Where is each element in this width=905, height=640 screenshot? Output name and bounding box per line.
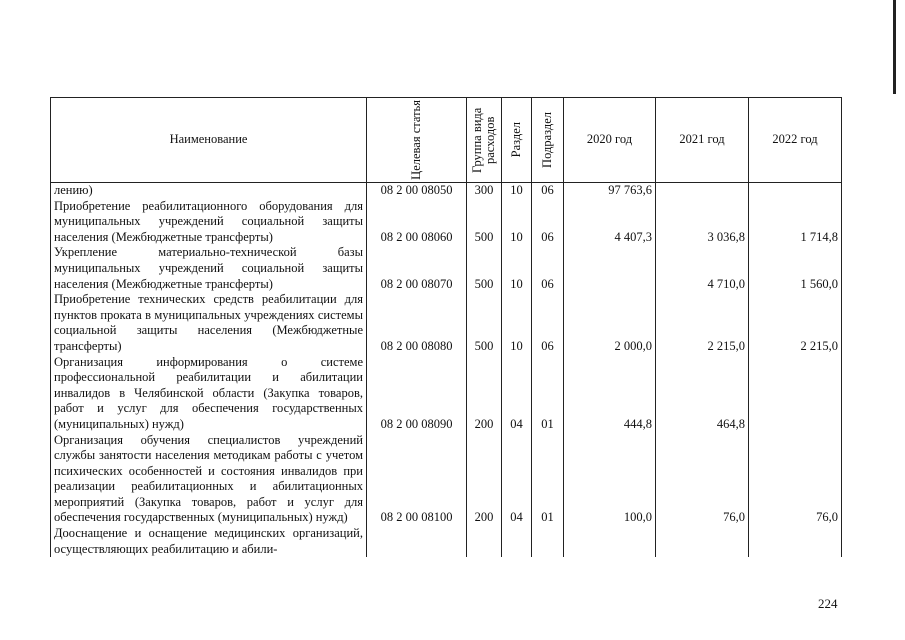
header-name: Наименование xyxy=(51,98,367,183)
table-row xyxy=(51,292,842,354)
row-subsection: 06 xyxy=(532,183,564,199)
row-section: 10 xyxy=(502,183,532,199)
row-group: 300 xyxy=(467,183,502,199)
header-2021: 2021 год xyxy=(656,98,749,183)
row-subsection xyxy=(532,526,564,557)
row-target: 08 2 00 08070 xyxy=(367,245,467,292)
row-target: 08 2 00 08090 xyxy=(367,355,467,433)
header-2022: 2022 год xyxy=(749,98,842,183)
row-2020: 97 763,6 xyxy=(564,183,656,199)
table-row xyxy=(51,433,842,527)
row-2022 xyxy=(749,526,842,557)
row-2022 xyxy=(749,183,842,199)
table-header-row xyxy=(51,98,842,183)
row-2020: 2 000,0 xyxy=(564,292,656,354)
scan-edge-mark xyxy=(893,0,896,94)
row-name: Укрепление материально-технической базы муниципальных учреждений социальной защиты населения (Межбюджетные трансферты) xyxy=(51,245,367,292)
row-2022: 2 215,0 xyxy=(749,292,842,354)
row-subsection: 01 xyxy=(532,433,564,527)
header-expense-group: Группа вида расходов xyxy=(467,98,502,183)
budget-table xyxy=(50,97,842,557)
row-2021 xyxy=(656,526,749,557)
row-name: Приобретение технических средств реабилитации для пунктов проката в муниципальных учреждениях системы социальной защиты населения (Межбюджетные трансферты) xyxy=(51,292,367,354)
row-section: 10 xyxy=(502,199,532,246)
row-section: 04 xyxy=(502,355,532,433)
header-subsection: Подраздел xyxy=(532,98,564,183)
table-row xyxy=(51,526,842,557)
row-2020: 444,8 xyxy=(564,355,656,433)
row-name: Дооснащение и оснащение медицинских организаций, осуществляющих реабилитацию и абили- xyxy=(51,526,367,557)
row-target: 08 2 00 08100 xyxy=(367,433,467,527)
row-name: лению) xyxy=(51,183,367,199)
row-2022: 76,0 xyxy=(749,433,842,527)
row-target xyxy=(367,526,467,557)
row-2021: 4 710,0 xyxy=(656,245,749,292)
row-target: 08 2 00 08060 xyxy=(367,199,467,246)
row-name: Организация обучения специалистов учреждений службы занятости населения методикам работы с учетом психических особенностей и состояния инвалидов при реализации реабилитационных и абилитационных мероприятий (Закупка товаров, работ и услуг для обеспечения государственных (муниципальных) нужд) xyxy=(51,433,367,527)
page-number: 224 xyxy=(818,596,838,611)
row-group: 500 xyxy=(467,292,502,354)
row-2021: 3 036,8 xyxy=(656,199,749,246)
row-section: 04 xyxy=(502,433,532,527)
row-2020 xyxy=(564,245,656,292)
row-2020 xyxy=(564,526,656,557)
row-subsection: 06 xyxy=(532,292,564,354)
row-section: 10 xyxy=(502,245,532,292)
header-section: Раздел xyxy=(502,98,532,183)
row-group: 200 xyxy=(467,355,502,433)
row-group xyxy=(467,526,502,557)
row-subsection: 06 xyxy=(532,245,564,292)
row-2020: 100,0 xyxy=(564,433,656,527)
table-row xyxy=(51,355,842,433)
row-name: Приобретение реабилитационного оборудования для муниципальных учреждений социальной защиты населения (Межбюджетные трансферты) xyxy=(51,199,367,246)
header-2020: 2020 год xyxy=(564,98,656,183)
row-2022: 1 560,0 xyxy=(749,245,842,292)
row-subsection: 06 xyxy=(532,199,564,246)
row-2022 xyxy=(749,355,842,433)
row-2021: 2 215,0 xyxy=(656,292,749,354)
row-name: Организация информирования о системе профессиональной реабилитации и абилитации инвалидов в Челябинской области (Закупка товаров, работ и услуг для обеспечения государственных (муниципальных) нужд) xyxy=(51,355,367,433)
row-2022: 1 714,8 xyxy=(749,199,842,246)
row-2021: 464,8 xyxy=(656,355,749,433)
header-target-article: Целевая статья xyxy=(367,98,467,183)
row-target: 08 2 00 08050 xyxy=(367,183,467,199)
row-group: 500 xyxy=(467,245,502,292)
row-group: 500 xyxy=(467,199,502,246)
row-target: 08 2 00 08080 xyxy=(367,292,467,354)
row-2021 xyxy=(656,183,749,199)
row-subsection: 01 xyxy=(532,355,564,433)
table-row xyxy=(51,245,842,292)
table-row xyxy=(51,199,842,246)
row-2020: 4 407,3 xyxy=(564,199,656,246)
row-section: 10 xyxy=(502,292,532,354)
table-row xyxy=(51,183,842,199)
row-2021: 76,0 xyxy=(656,433,749,527)
row-section xyxy=(502,526,532,557)
row-group: 200 xyxy=(467,433,502,527)
